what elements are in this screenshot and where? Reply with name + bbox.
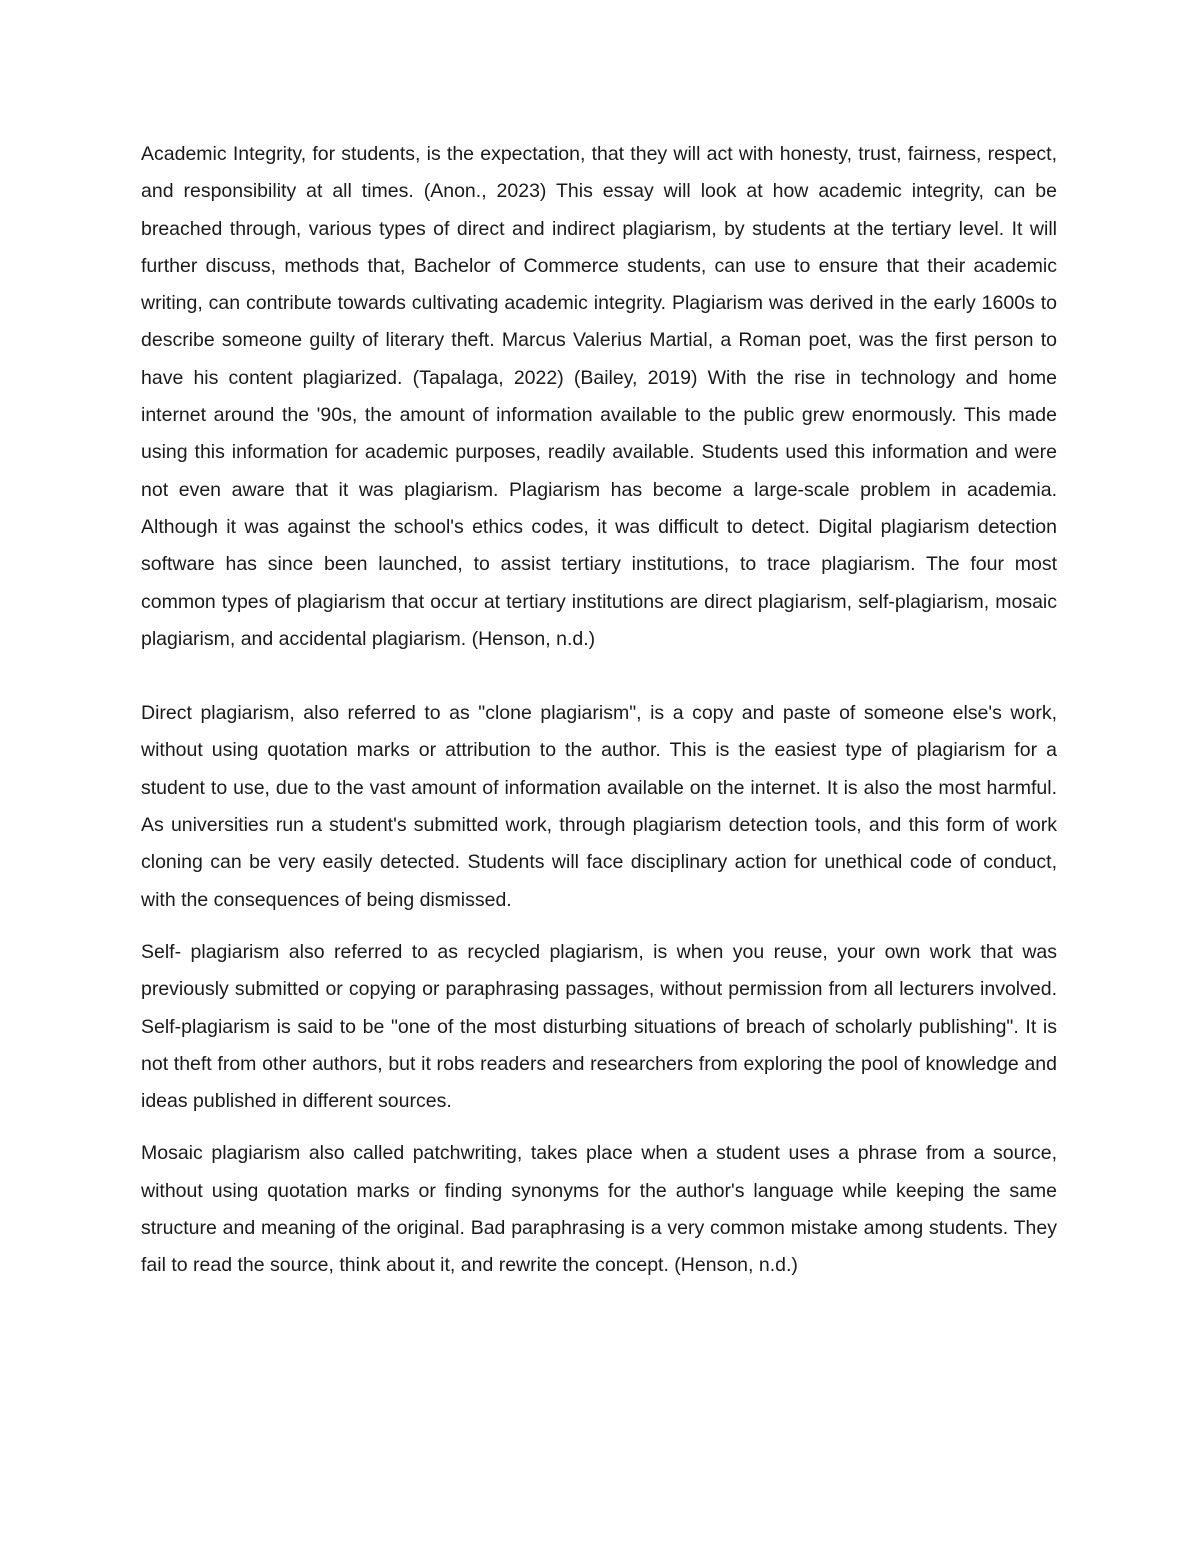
paragraph-direct-plagiarism: Direct plagiarism, also referred to as "clone plagiarism", is a copy and paste of someone else's work, without using quotation marks or attribution to the author. This is the easiest type of plagiarism for a student to use, due to the vast amount of information available on the internet. It is also the most harmful. As universities run a student's submitted work, through plagiarism detection tools, and this form of work cloning can be very easily detected. Students will face disciplinary action for unethical code of conduct, with the consequences of being dismissed. [141,702,1057,911]
paragraph-self-plagiarism: Self- plagiarism also referred to as recycled plagiarism, is when you reuse, your own work that was previously submitted or copying or paraphrasing passages, without permission from all lecturers involved. Self-plagiarism is said to be "one of the most disturbing situations of breach of scholarly publishing". It is not theft from other authors, but it robs readers and researchers from exploring the pool of knowledge and ideas published in different sources. [141,940,1057,1113]
paragraph-mosaic-plagiarism: Mosaic plagiarism also called patchwriting, takes place when a student uses a phrase from a source, without using quotation marks or finding synonyms for the author's language while keeping the same structure and meaning of the original. Bad paraphrasing is a very common mistake among students. They fail to read the source, think about it, and rewrite the concept. (Henson, n.d.) [141,1142,1057,1277]
document-body [141,136,1057,1285]
paragraph-introduction: Academic Integrity, for students, is the expectation, that they will act with honesty, trust, fairness, respect, and responsibility at all times. (Anon., 2023) This essay will look at how academic integrity, can be breached through, various types of direct and indirect plagiarism, by students at the tertiary level. It will further discuss, methods that, Bachelor of Commerce students, can use to ensure that their academic writing, can contribute towards cultivating academic integrity. Plagiarism was derived in the early 1600s to describe someone guilty of literary theft. Marcus Valerius Martial, a Roman poet, was the first person to have his content plagiarized. (Tapalaga, 2022) (Bailey, 2019) With the rise in technology and home internet around the '90s, the amount of information available to the public grew enormously. This made using this information for academic purposes, readily available. Students used this information and were not even aware that it was plagiarism. Plagiarism has become a large-scale problem in academia. Although it was against the school's ethics codes, it was difficult to detect. Digital plagiarism detection software has since been launched, to assist tertiary institutions, to trace plagiarism. The four most common types of plagiarism that occur at tertiary institutions are direct plagiarism, self-plagiarism, mosaic plagiarism, and accidental plagiarism. (Henson, n.d.) [141,143,1057,650]
